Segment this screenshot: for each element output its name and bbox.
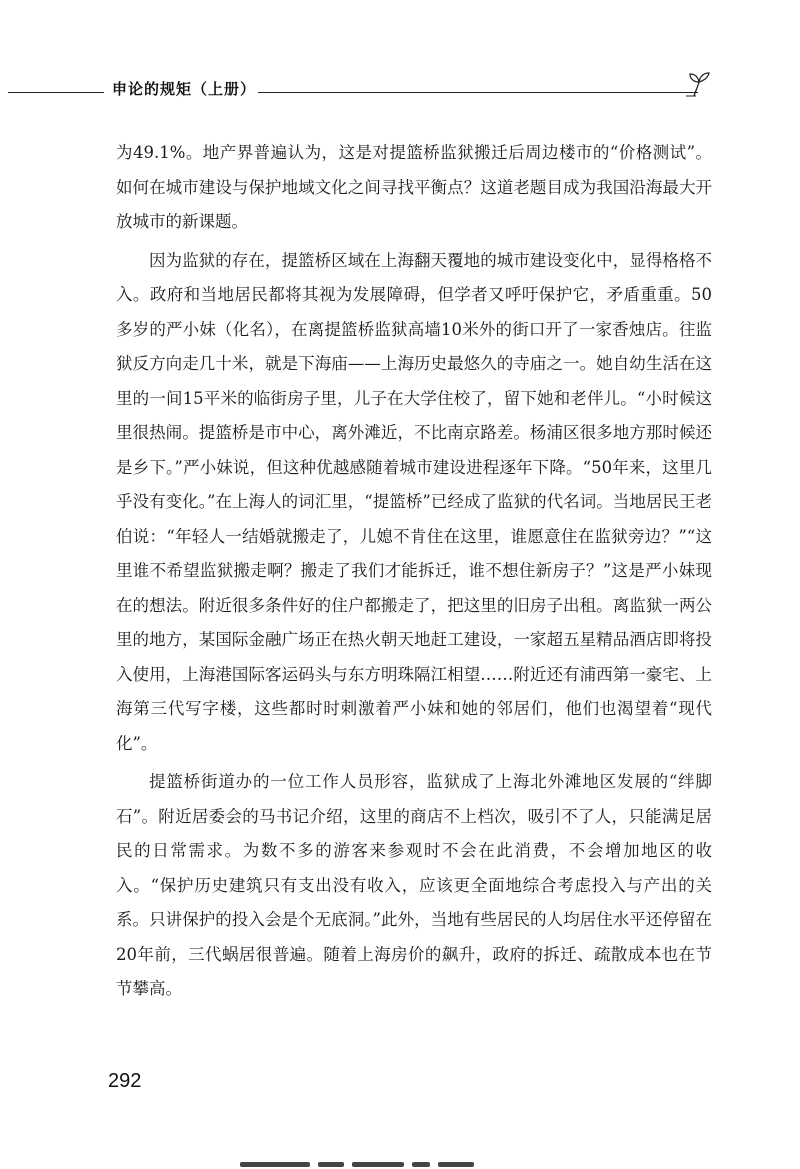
running-header bbox=[0, 70, 800, 110]
paragraph-street-office: 提篮桥街道办的一位工作人员形容，监狱成了上海北外滩地区发展的“绊脚石”。附近居委会的马书记介绍，这里的商店不上档次，吸引不了人，只能满足居民的日常需求。为数不多的游客来参观时不会在此消费，不会增加地区的收入。“保护历史建筑只有支出没有收入，应该更全面地综合考虑投入与产出的关系。只讲保护的投入会是个无底洞。”此外，当地有些居民的人均居住水平还停留在20年前，三代蜗居很普遍。随着上海房价的飙升，政府的拆迁、疏散成本也在节节攀高。 bbox=[116, 772, 712, 998]
page-number: 292 bbox=[108, 1070, 142, 1092]
body-text bbox=[116, 136, 712, 1007]
paragraph-continued: 为49.1%。地产界普遍认为，这是对提篮桥监狱搬迁后周边楼市的“价格测试”。如何在城市建设与保护地域文化之间寻找平衡点？这道老题目成为我国沿海最大开放城市的新课题。 bbox=[116, 143, 712, 231]
cut-off-footer-text bbox=[240, 1158, 476, 1169]
header-rule-left bbox=[8, 92, 104, 93]
sprout-icon bbox=[684, 70, 714, 98]
paragraph-prison-district: 因为监狱的存在，提篮桥区域在上海翻天覆地的城市建设变化中，显得格格不入。政府和当地居民都将其视为发展障碍，但学者又呼吁保护它，矛盾重重。50多岁的严小妹（化名），在离提篮桥监狱高墙10米外的街口开了一家香烛店。往监狱反方向走几十米，就是下海庙——上海历史最悠久的寺庙之一。她自幼生活在这里的一间15平米的临街房子里，儿子在大学住校了，留下她和老伴儿。“小时候这里很热闹。提篮桥是市中心，离外滩近，不比南京路差。杨浦区很多地方那时候还是乡下。”严小妹说，但这种优越感随着城市建设进程逐年下降。“50年来，这里几乎没有变化。”在上海人的词汇里，“提篮桥”已经成了监狱的代名词。当地居民王老伯说：“年轻人一结婚就搬走了，儿媳不肯住在这里，谁愿意住在监狱旁边？”“这里谁不希望监狱搬走啊？搬走了我们才能拆迁，谁不想住新房子？”这是严小妹现在的想法。附近很多条件好的住户都搬走了，把这里的旧房子出租。离监狱一两公里的地方，某国际金融广场正在热火朝天地赶工建设，一家超五星精品酒店即将投入使用，上海港国际客运码头与东方明珠隔江相望……附近还有浦西第一豪宅、上海第三代写字楼，这些都时时刺激着严小妹和她的邻居们，他们也渴望着“现代化”。 bbox=[116, 250, 712, 753]
book-title: 申论的规矩（上册） bbox=[112, 80, 257, 98]
header-rule-right bbox=[258, 92, 698, 93]
